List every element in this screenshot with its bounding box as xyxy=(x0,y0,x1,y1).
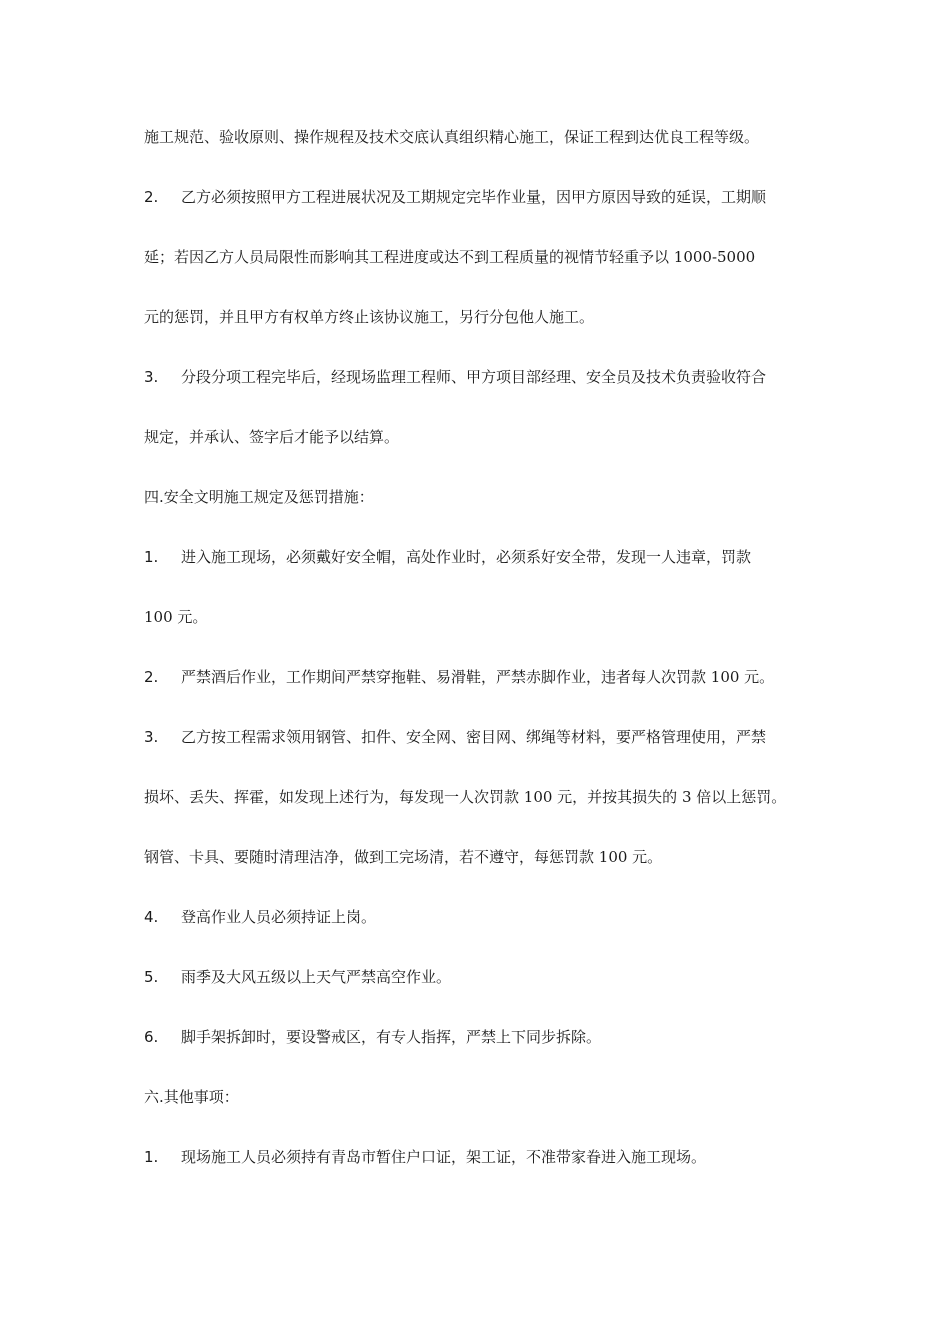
list-item xyxy=(144,547,751,567)
list-number: 2. xyxy=(144,668,159,686)
list-number: 4. xyxy=(144,908,159,926)
list-number: 1. xyxy=(144,1148,159,1166)
paragraph-line xyxy=(144,427,399,447)
line-text: 损坏、丢失、挥霍，如发现上述行为，每发现一人次罚款 100 元，并按其损失的 3 倍以上惩罚。 xyxy=(144,788,787,806)
heading-text: 四.安全文明施工规定及惩罚措施： xyxy=(144,488,374,506)
line-text: 延；若因乙方人员局限性而影响其工程进度或达不到工程质量的视情节轻重予以 1000-5000 xyxy=(144,248,756,266)
line-text: 进入施工现场，必须戴好安全帽，高处作业时，必须系好安全带，发现一人违章，罚款 xyxy=(181,548,752,566)
paragraph-line xyxy=(144,847,662,867)
line-text: 100 元。 xyxy=(144,608,208,626)
line-text: 脚手架拆卸时，要设警戒区，有专人指挥，严禁上下同步拆除。 xyxy=(181,1028,602,1046)
line-text: 乙方必须按照甲方工程进展状况及工期规定完毕作业量，因甲方原因导致的延误，工期顺 xyxy=(181,188,767,206)
line-text: 现场施工人员必须持有青岛市暂住户口证，架工证，不准带家眷进入施工现场。 xyxy=(181,1148,707,1166)
heading-text: 六.其他事项： xyxy=(144,1088,239,1106)
list-item xyxy=(144,367,766,387)
line-text: 雨季及大风五级以上天气严禁高空作业。 xyxy=(181,968,452,986)
line-text: 规定，并承认、签字后才能予以结算。 xyxy=(144,428,400,446)
line-text: 乙方按工程需求领用钢管、扣件、安全网、密目网、绑绳等材料，要严格管理使用，严禁 xyxy=(181,728,767,746)
list-number: 2. xyxy=(144,188,159,206)
paragraph-line xyxy=(144,247,755,267)
section-heading xyxy=(144,487,374,507)
paragraph-line xyxy=(144,607,207,627)
list-number: 5. xyxy=(144,968,159,986)
list-item xyxy=(144,667,774,687)
line-text: 施工规范、验收原则、操作规程及技术交底认真组织精心施工，保证工程到达优良工程等级。 xyxy=(144,128,760,146)
list-item xyxy=(144,907,376,927)
line-text: 严禁酒后作业，工作期间严禁穿拖鞋、易滑鞋，严禁赤脚作业，违者每人次罚款 100 元。 xyxy=(181,668,775,686)
list-number: 6. xyxy=(144,1028,159,1046)
line-text: 分段分项工程完毕后，经现场监理工程师、甲方项目部经理、安全员及技术负责验收符合 xyxy=(181,368,767,386)
line-text: 登高作业人员必须持证上岗。 xyxy=(181,908,377,926)
line-text: 钢管、卡具、要随时清理洁净，做到工完场清，若不遵守，每惩罚款 100 元。 xyxy=(144,848,663,866)
list-item xyxy=(144,727,766,747)
line-text: 元的惩罚，并且甲方有权单方终止该协议施工，另行分包他人施工。 xyxy=(144,308,595,326)
list-item xyxy=(144,187,766,207)
paragraph-line xyxy=(144,787,786,807)
list-item xyxy=(144,1147,706,1167)
list-item xyxy=(144,967,451,987)
list-item xyxy=(144,1027,601,1047)
paragraph-line xyxy=(144,127,759,147)
paragraph-line xyxy=(144,307,594,327)
list-number: 1. xyxy=(144,548,159,566)
section-heading xyxy=(144,1087,239,1107)
list-number: 3. xyxy=(144,728,159,746)
list-number: 3. xyxy=(144,368,159,386)
